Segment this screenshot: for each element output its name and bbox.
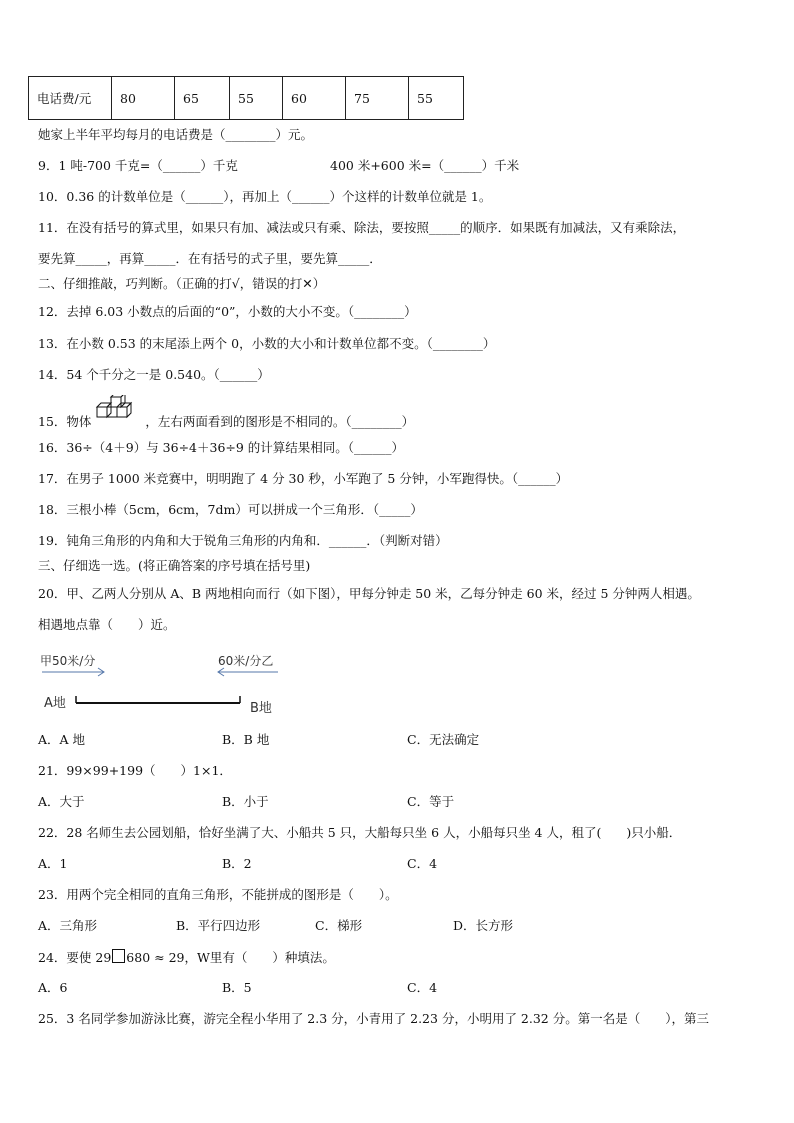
option-22-c[interactable]: C．4 [407,856,438,871]
question-21: 21．99×99+199（ ）1×1． [38,763,232,778]
arrow-right-icon [40,666,110,678]
question-9a: 9．1 吨-700 千克=（______）千克 [38,158,238,173]
question-15-start: 15．物体 [38,414,92,429]
option-23-b[interactable]: B．平行四边形 [176,918,261,933]
table-cell: 55 [230,77,283,120]
question-14: 14．54 个千分之一是 0.540。（______） [38,367,270,382]
table-cell: 80 [112,77,175,120]
phone-fee-table [28,76,464,120]
option-24-a[interactable]: A．6 [38,980,68,995]
option-20-a[interactable]: A．A 地 [38,732,86,747]
table-cell: 60 [283,77,346,120]
question-22: 22．28 名师生去公园划船，恰好坐满了大、小船共 5 只，大船每只坐 6 人，小船每只坐 4 人，租了( )只小船． [38,825,682,840]
table-cell: 电话费/元 [29,77,112,120]
option-21-c[interactable]: C．等于 [407,794,455,809]
question-24 [38,949,335,966]
question-9b: 400 米+600 米=（______）千米 [330,158,520,173]
option-24-b[interactable]: B．5 [222,980,252,995]
question-11b: 要先算_____，再算_____．在有括号的式子里，要先算_____． [38,251,382,266]
option-23-c[interactable]: C．梯形 [315,918,363,933]
question-23: 23．用两个完全相同的直角三角形，不能拼成的图形是（ ）。 [38,887,398,902]
option-20-c[interactable]: C．无法确定 [407,732,480,747]
question-25: 25．3 名同学参加游泳比赛，游完全程小华用了 2.3 分，小青用了 2.23 分，小明用了 2.32 分。第一名是（ ），第三 [38,1011,709,1026]
question-text: 她家上半年平均每月的电话费是（________）元。 [38,127,314,142]
option-21-b[interactable]: B．小于 [222,794,269,809]
table-cell: 65 [175,77,230,120]
option-22-a[interactable]: A．1 [38,856,68,871]
option-23-d[interactable]: D．长方形 [453,918,514,933]
question-15 [38,403,414,430]
jia-speed-label: 甲50米/分 [40,654,96,668]
question-10: 10．0.36 的计数单位是（______），再加上（______）个这样的计数单位就是 1。 [38,189,492,204]
option-23-a[interactable]: A．三角形 [38,918,98,933]
section-2-title: 二、仔细推敲，巧判断。（正确的打√，错误的打✕） [38,276,326,291]
point-a-label: A地 [44,696,66,711]
option-20-b[interactable]: B．B 地 [222,732,270,747]
cube-stack-figure [95,403,141,419]
option-21-a[interactable]: A．大于 [38,794,85,809]
table-cell: 75 [346,77,409,120]
question-17: 17．在男子 1000 米竞赛中，明明跑了 4 分 30 秒，小军跑了 5 分钟，小军跑得快。（______） [38,471,569,486]
blank-square [112,949,125,963]
point-b-label: B地 [250,701,272,716]
table-cell: 55 [409,77,464,120]
question-12: 12．去掉 6.03 小数点的后面的“0”，小数的大小不变。（________） [38,304,417,319]
option-22-b[interactable]: B．2 [222,856,252,871]
question-18: 18．三根小棒（5cm，6cm，7dm）可以拼成一个三角形．（_____） [38,502,423,517]
question-13: 13．在小数 0.53 的末尾添上两个 0，小数的大小和计数单位都不变。（________） [38,336,496,351]
option-24-c[interactable]: C．4 [407,980,438,995]
question-20a: 20．甲、乙两人分别从 A、B 两地相向而行（如下图），甲每分钟走 50 米，乙每分钟走 60 米，经过 5 分钟两人相遇。 [38,586,700,601]
cube-stack-icon [95,395,141,421]
yi-speed-label: 60米/分乙 [218,654,274,668]
arrow-left-icon [212,666,282,678]
road-segment [74,694,244,708]
question-24-end: 680 ≈ 29，W里有（ ）种填法。 [126,950,335,965]
section-3-title: 三、仔细选一选。(将正确答案的序号填在括号里) [38,558,311,573]
table-row [29,77,464,120]
question-24-start: 24．要使 29 [38,950,112,965]
question-20b: 相遇地点靠（ ）近。 [38,617,176,632]
question-16: 16．36÷（4＋9）与 36÷4＋36÷9 的计算结果相同。（______） [38,440,405,455]
question-11a: 11．在没有括号的算式里，如果只有加、减法或只有乘、除法，要按照_____的顺序．如果既有加减法，又有乘除法， [38,220,686,235]
question-19: 19．钝角三角形的内角和大于锐角三角形的内角和．______．（判断对错） [38,533,448,548]
question-15-end: ，左右两面看到的图形是不相同的。（________） [145,414,415,429]
